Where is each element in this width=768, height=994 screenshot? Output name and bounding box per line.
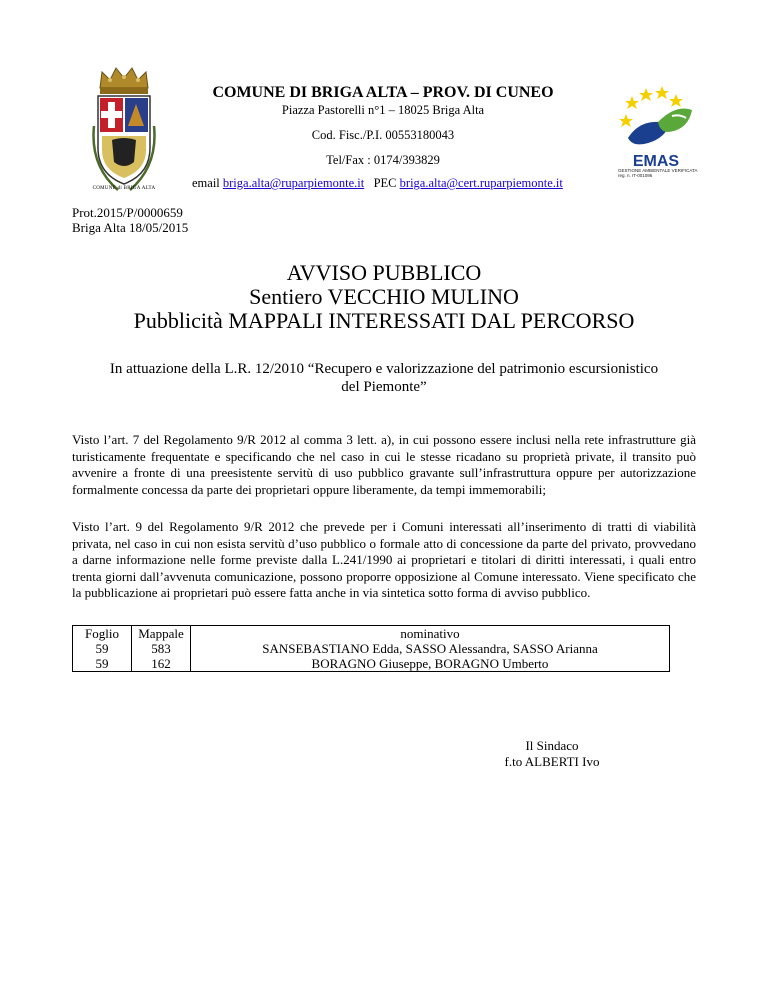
cell-nominativo: BORAGNO Giuseppe, BORAGNO Umberto [191, 656, 670, 672]
municipality-address: Piazza Pastorelli n°1 – 18025 Briga Alta [281, 103, 485, 117]
table-row [73, 641, 670, 656]
cell-mappale: 583 [132, 641, 191, 656]
parcels-table [72, 625, 670, 672]
protocol-number: Prot.2015/P/0000659 [72, 205, 183, 220]
table-header-row [73, 626, 670, 642]
paragraph-art9: Visto l’art. 9 del Regolamento 9/R 2012 che prevede per i Comuni interessati all’inserimento di tratti di viabilità privata, nel caso in cui non esista servitù d’uso pubblico o formale atto di concessione da parte del privato, provvedano a darne informazione nelle forme previste dalla L.241/1990 ai proprietari e titolari di diritti interessati, i quali entro trenta giorni dall’avvenuta comunicazione, possono proporre opposizione al Comune interessato. Viene specificato che la pubblicazione ai proprietari può essere fatta anche in via sintetica sotto forma di avviso pubblico. [72, 519, 696, 600]
table-row [73, 656, 670, 672]
emas-logo-text: EMAS [632, 153, 680, 170]
pec-label: PEC [373, 176, 397, 190]
trail-name: Sentiero VECCHIO MULINO [249, 284, 519, 309]
emas-logo [614, 82, 698, 198]
intro-text: In attuazione della L.R. 12/2010 “Recupero e valorizzazione del patrimonio escursionistico del Piemonte” [109, 361, 659, 395]
tel-fax: Tel/Fax : 0174/393829 [326, 153, 440, 167]
cell-foglio: 59 [73, 641, 132, 656]
paragraph-art7: Visto l’art. 7 del Regolamento 9/R 2012 al comma 3 lett. a), in cui possono essere inclusi nella rete infrastrutture già turisticamente frequentate e specificando che nel caso in cui le stesse ricadano su proprietà private, il transito può avvenire a fronte di una preesistente servitù di uso pubblico gravante sull’infrastruttura oppure per autorizzazione formalmente concessa da parte dei proprietari oppure liberamente, da tempi immemorabili; [72, 432, 696, 497]
notice-title: AVVISO PUBBLICO [286, 260, 482, 285]
notice-subject: Pubblicità MAPPALI INTERESSATI DAL PERCORSO [133, 308, 635, 333]
cell-nominativo: SANSEBASTIANO Edda, SASSO Alessandra, SASSO Arianna [191, 641, 670, 656]
pec-link[interactable]: briga.alta@cert.ruparpiemonte.it [399, 176, 563, 190]
email-link[interactable]: briga.alta@ruparpiemonte.it [222, 176, 365, 190]
protocol-block [72, 205, 188, 235]
cell-mappale: 162 [132, 656, 191, 672]
emas-subtitle: GESTIONE AMBIENTALE VERIFICATA reg. n. IT-001096 [618, 168, 698, 178]
municipality-title: COMUNE DI BRIGA ALTA – PROV. DI CUNEO [212, 84, 554, 101]
header-foglio: Foglio [73, 626, 132, 642]
header-nominativo: nominativo [191, 626, 670, 642]
place-date: Briga Alta 18/05/2015 [72, 220, 189, 235]
signature-role: Il Sindaco [525, 738, 579, 753]
contact-line [192, 176, 563, 191]
cell-foglio: 59 [73, 656, 132, 672]
header-mappale: Mappale [132, 626, 191, 642]
crest-caption: COMUNE di BRIGA ALTA [92, 186, 156, 191]
email-label: email [192, 176, 220, 190]
fiscal-code: Cod. Fisc./P.I. 00553180043 [311, 128, 455, 142]
signature-name: f.to ALBERTI Ivo [504, 754, 600, 769]
